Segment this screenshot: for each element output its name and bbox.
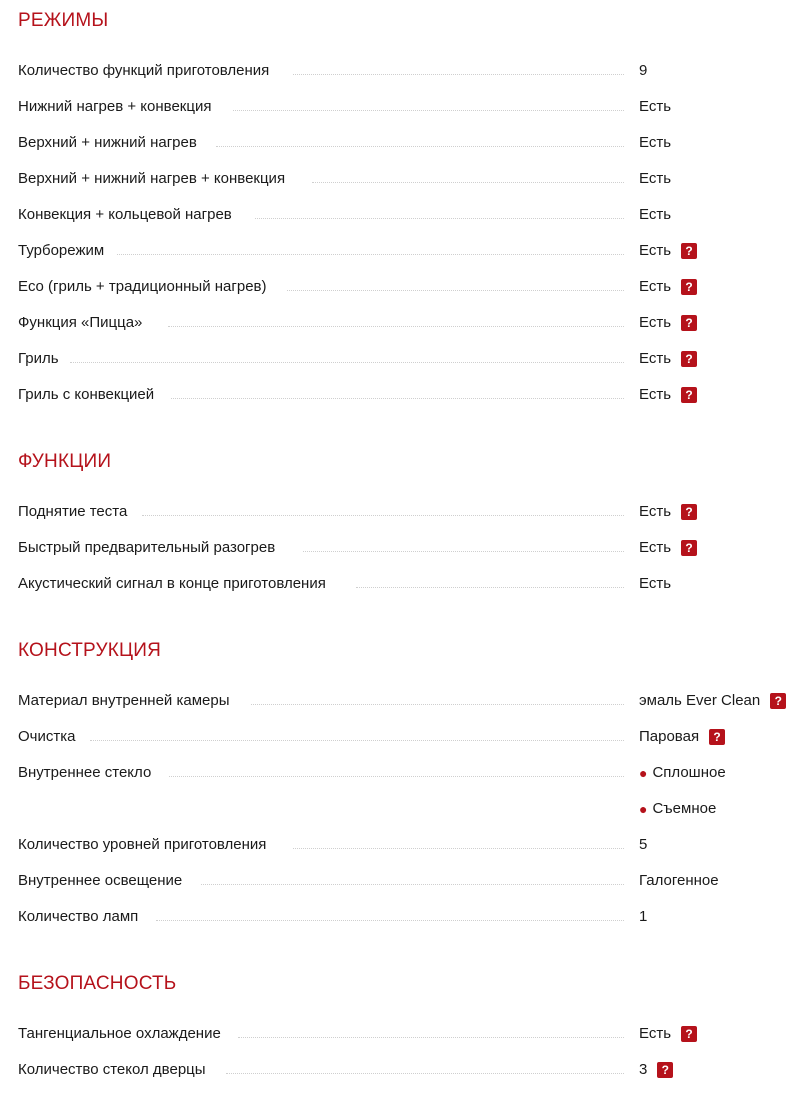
help-icon[interactable]: ? — [681, 351, 697, 367]
spec-label: Очистка — [18, 728, 76, 745]
help-icon[interactable]: ? — [681, 1026, 697, 1042]
dotted-leader — [142, 515, 624, 516]
dotted-leader — [90, 740, 624, 741]
spec-value-text: Есть — [639, 386, 672, 403]
spec-value — [639, 169, 671, 189]
help-icon[interactable]: ? — [681, 387, 697, 403]
help-icon[interactable]: ? — [681, 315, 697, 331]
spec-label: Турборежим — [18, 242, 105, 259]
spec-value — [639, 277, 697, 297]
spec-label: Быстрый предварительный разогрев — [18, 539, 276, 556]
spec-label: Количество уровней приготовления — [18, 836, 267, 853]
spec-label: Поднятие теста — [18, 503, 128, 520]
bullet-icon: ● — [639, 765, 648, 781]
dotted-leader — [168, 326, 624, 327]
spec-value — [639, 313, 697, 333]
spec-label: Eco (гриль + традиционный нагрев) — [18, 278, 267, 295]
spec-label: Материал внутренней камеры — [18, 692, 230, 709]
spec-value-text: Есть — [639, 278, 672, 295]
spec-value-text: Есть — [639, 350, 672, 367]
help-icon[interactable]: ? — [770, 693, 786, 709]
spec-label: Тангенциальное охлаждение — [18, 1025, 221, 1042]
spec-label: Гриль — [18, 350, 59, 367]
spec-row — [18, 1024, 794, 1048]
dotted-leader — [70, 362, 624, 363]
spec-value-text: эмаль Ever Clean — [639, 692, 761, 709]
spec-row — [18, 241, 794, 265]
dotted-leader — [117, 254, 624, 255]
spec-value-text: 3 — [639, 1061, 648, 1078]
section-title-functions: ФУНКЦИИ — [18, 451, 112, 472]
spec-label: Верхний + нижний нагрев — [18, 134, 197, 151]
spec-value — [639, 133, 671, 153]
spec-label: Конвекция + кольцевой нагрев — [18, 206, 232, 223]
dotted-leader — [356, 587, 624, 588]
spec-row — [18, 763, 794, 787]
spec-value-text: Галогенное — [639, 872, 719, 889]
dotted-leader — [293, 848, 624, 849]
spec-row — [18, 61, 794, 85]
spec-value-text: Есть — [639, 134, 672, 151]
spec-value-text: Есть — [639, 242, 672, 259]
spec-value — [639, 1060, 673, 1080]
dotted-leader — [255, 218, 624, 219]
spec-value-text: Есть — [639, 314, 672, 331]
dotted-leader — [171, 398, 624, 399]
spec-value-text: Есть — [639, 575, 672, 592]
section-title-modes: РЕЖИМЫ — [18, 10, 109, 31]
spec-row — [18, 349, 794, 373]
section-title-construction: КОНСТРУКЦИЯ — [18, 640, 162, 661]
spec-row — [18, 691, 794, 715]
spec-row — [18, 205, 794, 229]
spec-label: Гриль с конвекцией — [18, 386, 155, 403]
spec-label: Верхний + нижний нагрев + конвекция — [18, 170, 286, 187]
dotted-leader — [293, 74, 624, 75]
dotted-leader — [238, 1037, 624, 1038]
spec-row — [18, 169, 794, 193]
help-icon[interactable]: ? — [681, 504, 697, 520]
spec-value — [639, 205, 671, 225]
spec-row — [18, 133, 794, 157]
spec-value-text: 1 — [639, 908, 648, 925]
spec-value-text: Съемное — [652, 800, 717, 817]
spec-row — [18, 727, 794, 751]
spec-value-text: Сплошное — [652, 764, 726, 781]
spec-label: Количество стекол дверцы — [18, 1061, 206, 1078]
spec-row — [18, 538, 794, 562]
dotted-leader — [233, 110, 624, 111]
bullet-icon: ● — [639, 801, 648, 817]
dotted-leader — [169, 776, 624, 777]
spec-value — [639, 97, 671, 117]
help-icon[interactable]: ? — [681, 243, 697, 259]
spec-row — [18, 97, 794, 121]
spec-value — [639, 871, 719, 891]
help-icon[interactable]: ? — [681, 279, 697, 295]
dotted-leader — [287, 290, 624, 291]
spec-value — [639, 349, 697, 369]
spec-value-text: Есть — [639, 206, 672, 223]
spec-value-text: Паровая — [639, 728, 700, 745]
spec-value-text: Есть — [639, 503, 672, 520]
spec-value — [639, 907, 647, 927]
spec-row — [18, 502, 794, 526]
spec-value — [639, 61, 647, 81]
spec-label: Функция «Пицца» — [18, 314, 143, 331]
dotted-leader — [226, 1073, 624, 1074]
spec-value — [639, 385, 697, 405]
spec-value-text: Есть — [639, 98, 672, 115]
spec-value-text: 9 — [639, 62, 648, 79]
help-icon[interactable]: ? — [709, 729, 725, 745]
spec-value-text: Есть — [639, 1025, 672, 1042]
dotted-leader — [251, 704, 624, 705]
section-title-safety: БЕЗОПАСНОСТЬ — [18, 973, 177, 994]
spec-row — [18, 277, 794, 301]
dotted-leader — [303, 551, 624, 552]
spec-row — [18, 835, 794, 859]
spec-row — [18, 799, 794, 823]
spec-value — [639, 241, 697, 261]
spec-value — [639, 763, 726, 783]
spec-label: Акустический сигнал в конце приготовления — [18, 575, 326, 592]
spec-value — [639, 1024, 697, 1044]
help-icon[interactable]: ? — [657, 1062, 673, 1078]
dotted-leader — [156, 920, 624, 921]
spec-label: Нижний нагрев + конвекция — [18, 98, 212, 115]
spec-value-text: Есть — [639, 170, 672, 187]
dotted-leader — [201, 884, 624, 885]
spec-value — [639, 691, 786, 711]
help-icon[interactable]: ? — [681, 540, 697, 556]
spec-label: Внутреннее стекло — [18, 764, 152, 781]
spec-label: Количество функций приготовления — [18, 62, 270, 79]
spec-label: Количество ламп — [18, 908, 139, 925]
spec-value — [639, 502, 697, 522]
spec-row — [18, 574, 794, 598]
spec-value — [639, 835, 647, 855]
spec-label: Внутреннее освещение — [18, 872, 183, 889]
spec-row — [18, 385, 794, 409]
dotted-leader — [312, 182, 624, 183]
spec-value — [639, 538, 697, 558]
spec-row — [18, 313, 794, 337]
spec-value — [639, 799, 716, 819]
spec-row — [18, 871, 794, 895]
spec-row — [18, 907, 794, 931]
spec-value — [639, 574, 671, 594]
spec-row — [18, 1060, 794, 1084]
spec-value — [639, 727, 725, 747]
spec-value-text: 5 — [639, 836, 648, 853]
dotted-leader — [216, 146, 624, 147]
spec-value-text: Есть — [639, 539, 672, 556]
